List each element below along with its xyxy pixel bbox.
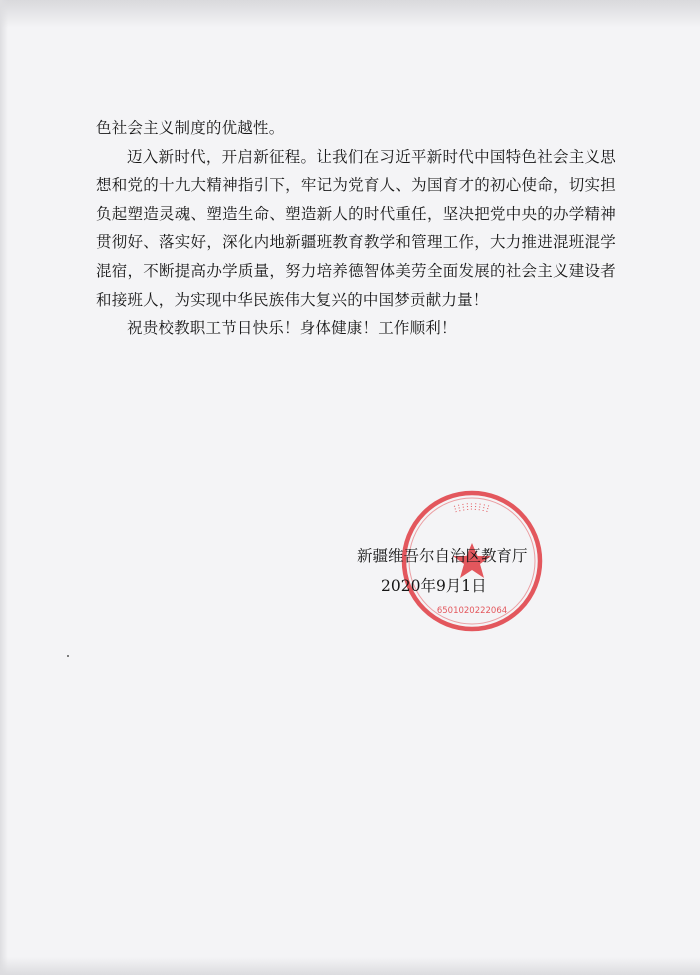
signature-block: [357, 541, 577, 601]
scan-edge-top: [0, 0, 700, 28]
svg-text:ⵗⵗⵗⵗⵗⵗⵗⵗⵗ: ⵗⵗⵗⵗⵗⵗⵗⵗⵗ: [452, 502, 492, 516]
paragraph-greeting: 祝贵校教职工节日快乐！身体健康！工作顺利！: [127, 319, 457, 338]
paragraph-new-era: 迈入新时代，开启新征程。让我们在习近平新时代中国特色社会主义思想和党的十九大精神指引下，牢记为党育人、为国育才的初心使命，切实担负起塑造灵魂、塑造生命、塑造新人的时代重任，坚决把党中央的办学精神贯彻好、落实好，深化内地新疆班教育教学和管理工作，大力推进混班混学混宿，不断提高办学质量，努力培养德智体美劳全面发展的社会主义建设者和接班人，为实现中华民族伟大复兴的中国梦贡献力量！: [96, 147, 616, 309]
scan-speck: [67, 655, 69, 657]
letter-body: [96, 114, 616, 343]
paragraph-continuation: 色社会主义制度的优越性。: [96, 119, 285, 137]
signature-date: 2020年9月1日: [381, 577, 487, 595]
scan-edge-left: [0, 0, 8, 975]
scan-edge-bottom: [0, 957, 700, 975]
seal-code: 6501020222064: [436, 606, 508, 616]
signature-organization: 新疆维吾尔自治区教育厅: [357, 547, 528, 565]
